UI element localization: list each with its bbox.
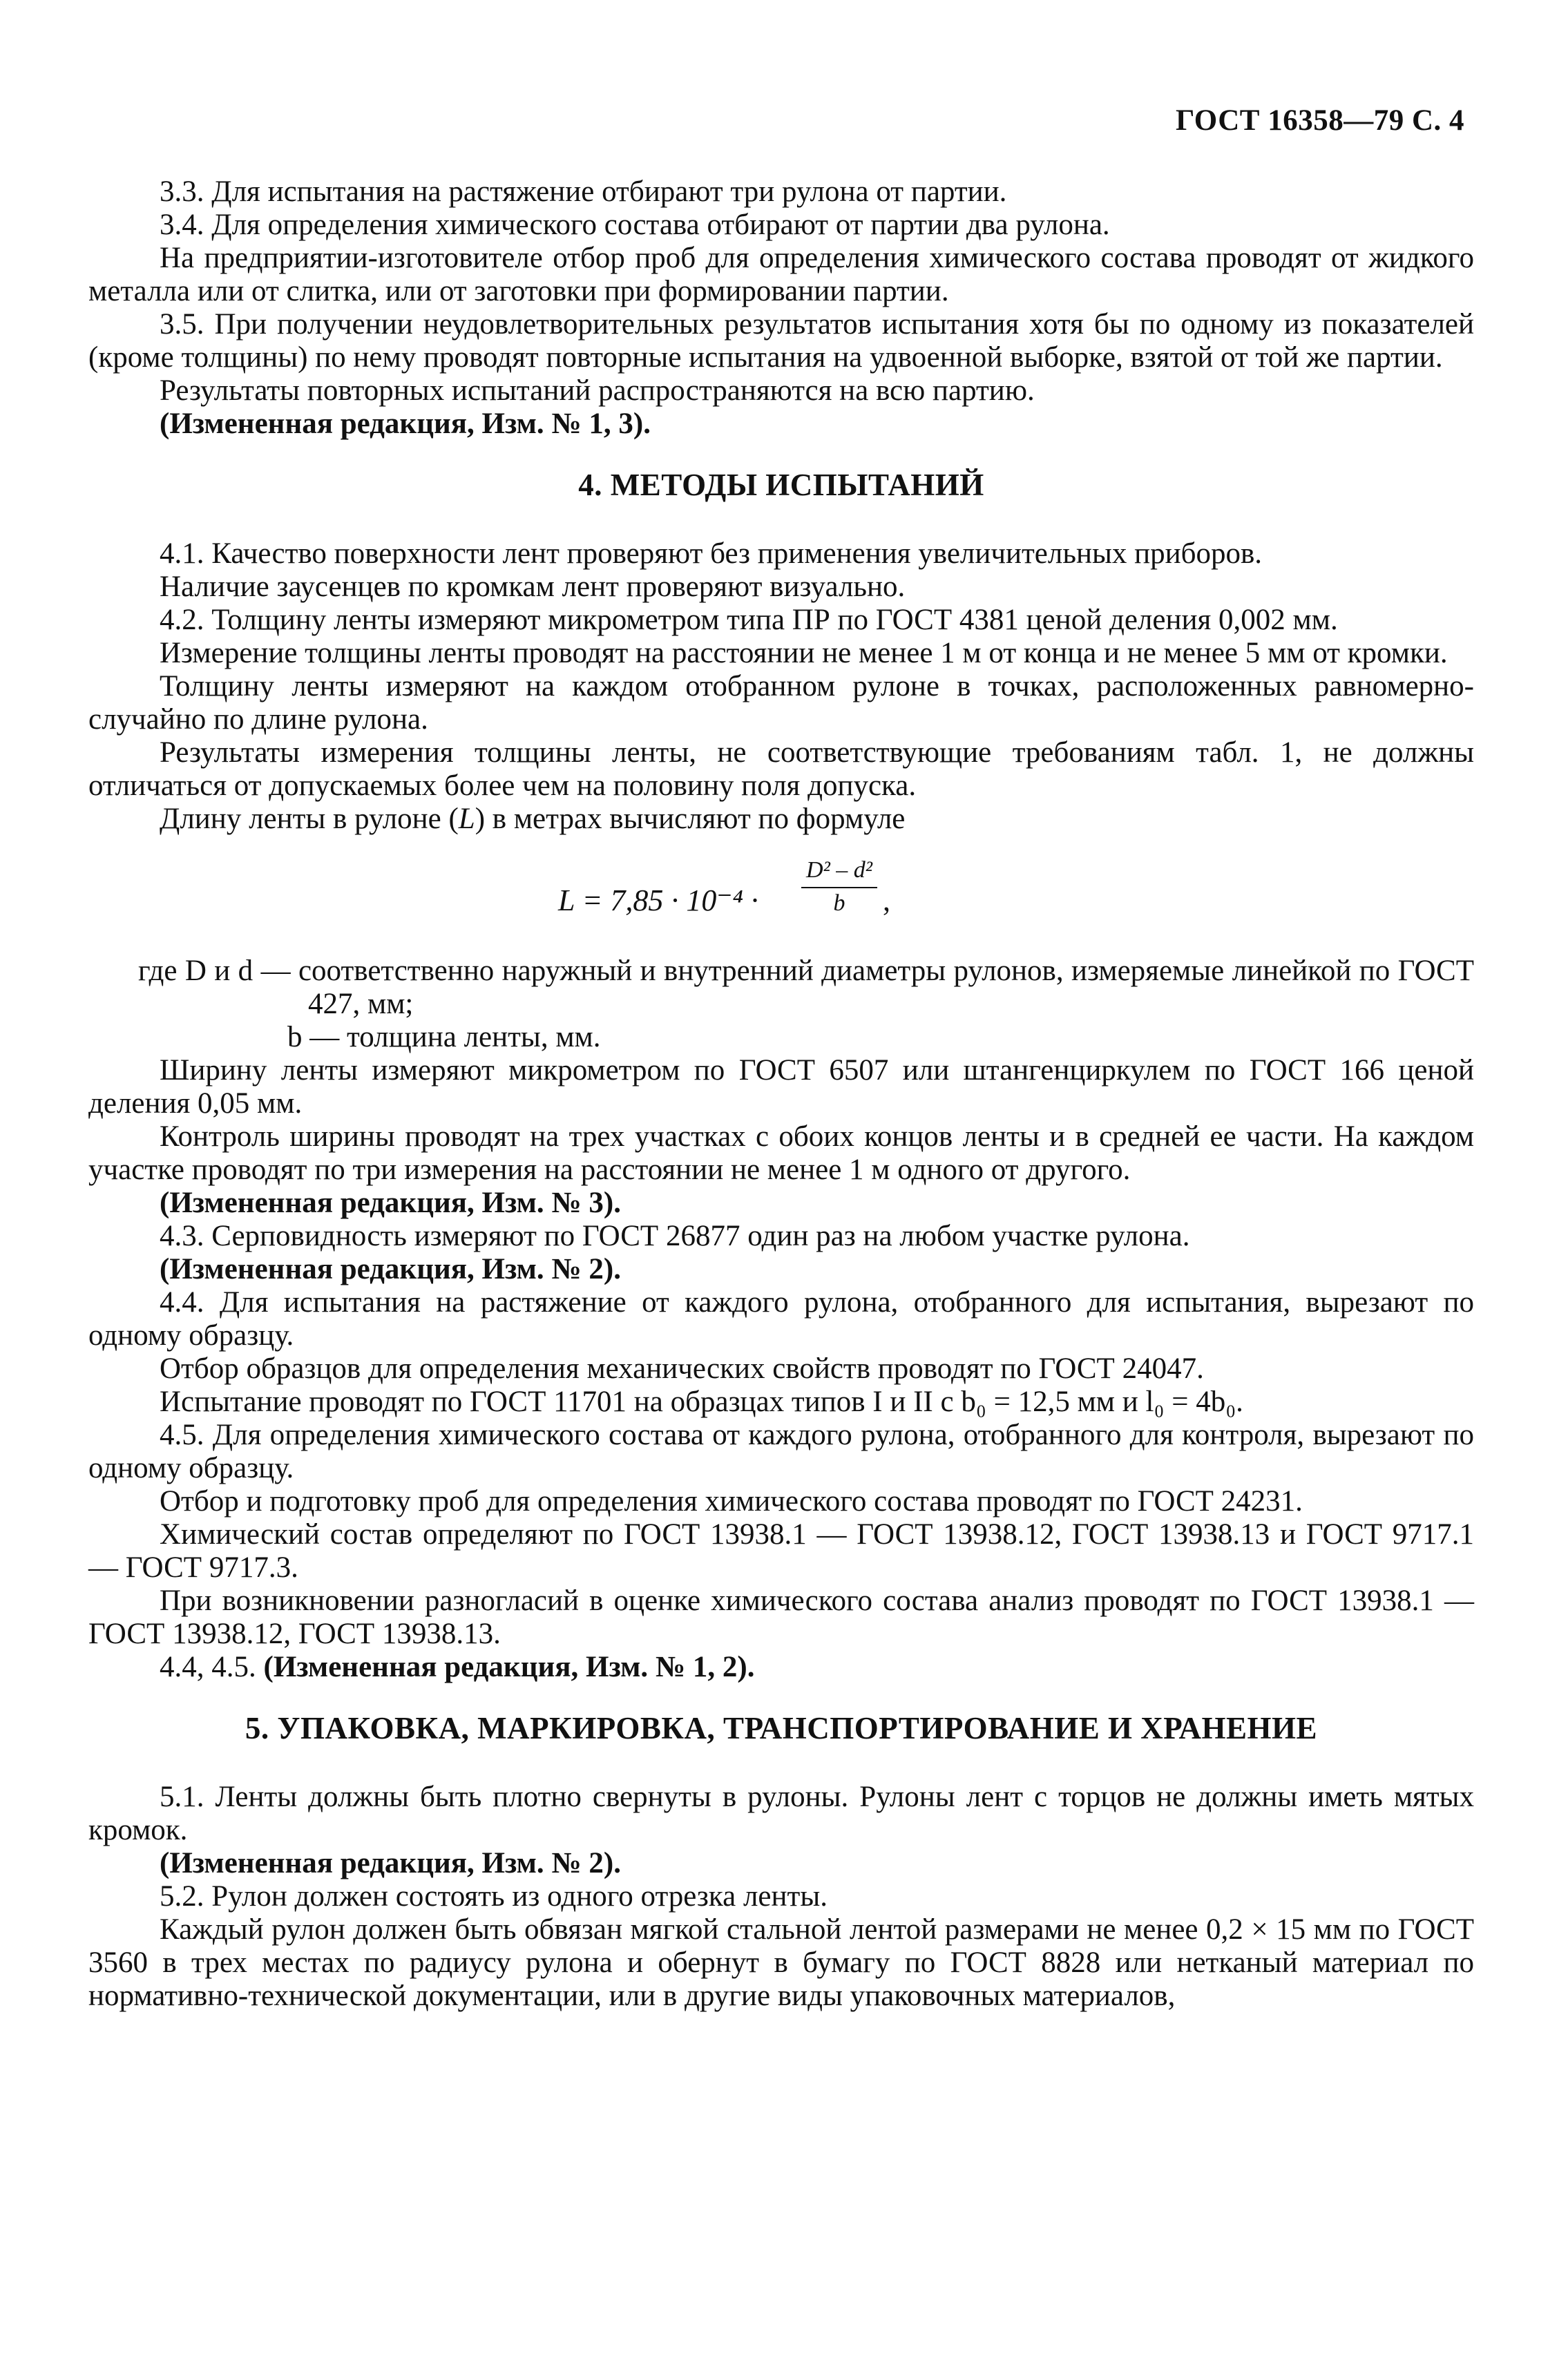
amendment-items: 4.4, 4.5. — [160, 1651, 264, 1683]
paragraph-3-5: 3.5. При получении неудовлетворительных результатов испытания хотя бы по одному из показателей (кроме толщины) по нему проводят повторные испытания на удвоенной выборке, взятой от той же партии. — [88, 308, 1474, 374]
section-title-5: 5. УПАКОВКА, МАРКИРОВКА, ТРАНСПОРТИРОВАНИЕ И ХРАНЕНИЕ — [245, 1711, 1318, 1745]
amendment-note: (Измененная редакция, Изм. № 1, 3). — [160, 408, 651, 440]
section-title-4: 4. МЕТОДЫ ИСПЫТАНИЙ — [578, 468, 984, 502]
paragraph-5-2-packing: Каждый рулон должен быть обвязан мягкой стальной лентой размерами не менее 0,2 × 15 мм по ГОСТ 3560 в трех местах по радиусу рулона и обернут в бумагу по ГОСТ 8828 или нетканый материал по нормативно-технической документации, или в другие виды упаковочных материалов, — [88, 1913, 1474, 2012]
paragraph-4-2: 4.2. Толщину ленты измеряют микрометром типа ПР по ГОСТ 4381 ценой деления 0,002 мм. — [160, 604, 1338, 636]
formula-legend-diameters: где D и d — соответственно наружный и внутренний диаметры рулонов, измеряемые линейкой по ГОСТ 427, мм; — [138, 955, 1474, 1020]
paragraph-3-3: 3.3. Для испытания на растяжение отбирают три рулона от партии. — [160, 175, 1007, 208]
amendment-note: (Измененная редакция, Изм. № 2). — [160, 1847, 621, 1879]
formula-fraction — [801, 857, 877, 917]
paragraph-4-2-points: Толщину ленты измеряют на каждом отобранном рулоне в точках, расположенных равномерно-случайно по длине рулона. — [88, 670, 1474, 736]
paragraph-4-1: 4.1. Качество поверхности лент проверяют без применения увеличительных приборов. — [160, 537, 1263, 570]
paragraph-4-2-width: Ширину ленты измеряют микрометром по ГОСТ 6507 или штангенциркулем по ГОСТ 166 ценой деления 0,05 мм. — [88, 1054, 1474, 1120]
paragraph-3-4: 3.4. Для определения химического состава отбирают от партии два рулона. — [160, 209, 1110, 241]
paragraph-4-5-disputes: При возникновении разногласий в оценке химического состава анализ проводят по ГОСТ 13938.1 — ГОСТ 13938.12, ГОСТ 13938.13. — [88, 1585, 1474, 1650]
paragraph-4-2-width-control: Контроль ширины проводят на трех участках с обоих концов ленты и в средней ее части. На каждом участке проводят по три измерения на расстоянии не менее 1 м одного от другого. — [88, 1120, 1474, 1186]
document-body — [88, 175, 1474, 2013]
paragraph-4-4-samples: Отбор образцов для определения механических свойств проводят по ГОСТ 24047. — [160, 1352, 1204, 1385]
paragraph-4-2-distance: Измерение толщины ленты проводят на расстоянии не менее 1 м от конца и не менее 5 мм от кромки. — [160, 637, 1448, 669]
amendment-note: (Измененная редакция, Изм. № 2). — [160, 1253, 621, 1285]
paragraph-4-2-length — [88, 803, 1474, 836]
formula-numerator: D² – d² — [806, 857, 872, 883]
length-formula — [88, 857, 1474, 934]
paragraph-4-4-4-5-amendment — [88, 1651, 1474, 1684]
paragraph-4-4-test: Испытание проводят по ГОСТ 11701 на образцах типов I и II с b₀ = 12,5 мм и l₀ = 4b₀. — [160, 1386, 1243, 1418]
paragraph-4-5: 4.5. Для определения химического состава от каждого рулона, отобранного для контроля, вырезают по одному образцу. — [88, 1419, 1474, 1484]
formula-comma: , — [883, 883, 890, 917]
formula-lhs: L = 7,85 · 10⁻⁴ · — [558, 883, 758, 917]
amendment-note: (Измененная редакция, Изм. № 3). — [160, 1187, 621, 1219]
paragraph-4-4: 4.4. Для испытания на растяжение от каждого рулона, отобранного для испытания, вырезают по одному образцу. — [88, 1286, 1474, 1352]
formula-denominator: b — [833, 890, 845, 916]
fraction-bar — [801, 887, 877, 888]
formula-legend-thickness: b — толщина ленты, мм. — [287, 1021, 601, 1053]
length-text-post: ) в метрах вычисляют по формуле — [475, 803, 906, 835]
paragraph-5-1: 5.1. Ленты должны быть плотно свернуты в рулоны. Рулоны лент с торцов не должны иметь мятых кромок. — [88, 1781, 1474, 1846]
length-text-pre: Длину ленты в рулоне ( — [160, 803, 459, 835]
paragraph-4-1-burrs: Наличие заусенцев по кромкам лент проверяют визуально. — [160, 571, 906, 603]
paragraph-4-2-tolerance: Результаты измерения толщины ленты, не соответствующие требованиям табл. 1, не должны отличаться от допускаемых более чем на половину поля допуска. — [88, 736, 1474, 802]
length-variable: L — [458, 803, 475, 835]
paragraph-3-4-sampling: На предприятии-изготовителе отбор проб для определения химического состава проводят от жидкого металла или от слитка, или от заготовки при формировании партии. — [88, 242, 1474, 307]
paragraph-5-2: 5.2. Рулон должен состоять из одного отрезка ленты. — [160, 1880, 828, 1913]
paragraph-4-5-sampling: Отбор и подготовку проб для определения химического состава проводят по ГОСТ 24231. — [160, 1485, 1303, 1518]
page-header: ГОСТ 16358—79 С. 4 — [1175, 104, 1464, 137]
paragraph-4-3: 4.3. Серповидность измеряют по ГОСТ 26877 один раз на любом участке рулона. — [160, 1220, 1190, 1252]
paragraph-4-5-composition: Химический состав определяют по ГОСТ 13938.1 — ГОСТ 13938.12, ГОСТ 13938.13 и ГОСТ 9717.1 — ГОСТ 9717.3. — [88, 1518, 1474, 1584]
amendment-note: (Измененная редакция, Изм. № 1, 2). — [263, 1651, 755, 1683]
paragraph-3-5-results: Результаты повторных испытаний распространяются на всю партию. — [160, 374, 1035, 407]
